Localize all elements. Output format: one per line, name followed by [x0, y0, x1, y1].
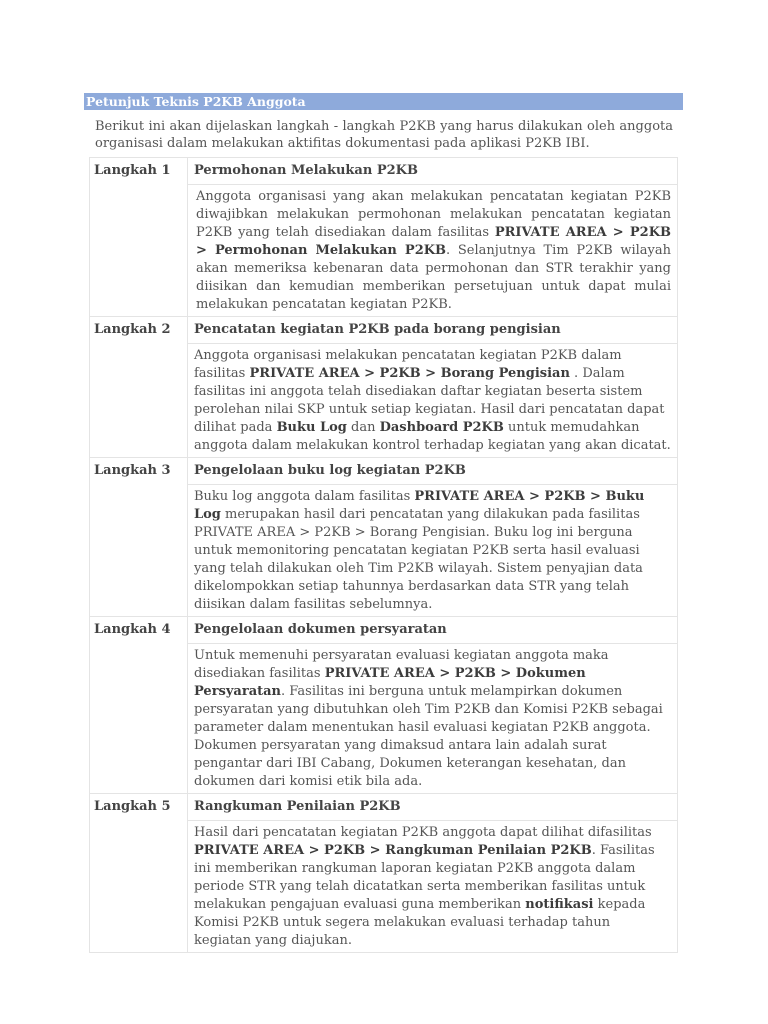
document-title: Petunjuk Teknis P2KB Anggota [84, 93, 683, 110]
step-label: Langkah 2 [90, 317, 188, 458]
step-label: Langkah 5 [90, 794, 188, 953]
step-description: Untuk memenuhi persyaratan evaluasi kegiatan anggota maka disediakan fasilitas PRIVATE AREA > P2KB > Dokumen Persyaratan. Fasilitas ini berguna untuk melampirkan dokumen persyaratan yang dibutuhkan oleh Tim P2KB dan Komisi P2KB sebagai parameter dalam menentukan hasil evaluasi kegiatan P2KB anggota. Dokumen persyaratan yang dimaksud antara lain adalah surat pengantar dari IBI Cabang, Dokumen keterangan kesehatan, dan dokumen dari komisi etik bila ada. [188, 644, 678, 794]
step-description: Anggota organisasi yang akan melakukan pencatatan kegiatan P2KB diwajibkan melakukan permohonan melakukan pencatatan kegiatan P2KB yang telah disediakan dalam fasilitas PRIVATE AREA > P2KB > Permohonan Melakukan P2KB. Selanjutnya Tim P2KB wilayah akan memeriksa kebenaran data permohonan dan STR terakhir yang diisikan dan kemudian memberikan persetujuan untuk dapat mulai melakukan pencatatan kegiatan P2KB. [188, 185, 678, 317]
step-description: Buku log anggota dalam fasilitas PRIVATE AREA > P2KB > Buku Log merupakan hasil dari pencatatan yang dilakukan pada fasilitas PRIVATE AREA > P2KB > Borang Pengisian. Buku log ini berguna untuk memonitoring pencatatan kegiatan P2KB serta hasil evaluasi yang telah dilakukan oleh Tim P2KB wilayah. Sistem penyajian data dikelompokkan setiap tahunnya berdasarkan data STR yang telah diisikan dalam fasilitas sebelumnya. [188, 485, 678, 617]
step-path: PRIVATE AREA > P2KB > Rangkuman Penilaian P2KB [194, 843, 592, 858]
table-row [90, 458, 678, 485]
step-path: PRIVATE AREA > P2KB > Borang Pengisian [249, 366, 570, 381]
step-label: Langkah 4 [90, 617, 188, 794]
table-row [90, 158, 678, 185]
step-label: Langkah 3 [90, 458, 188, 617]
step-title: Pengelolaan dokumen persyaratan [188, 617, 678, 644]
step-description: Anggota organisasi melakukan pencatatan kegiatan P2KB dalam fasilitas PRIVATE AREA > P2KB > Borang Pengisian . Dalam fasilitas ini anggota telah disediakan daftar kegiatan beserta sistem perolehan nilai SKP untuk setiap kegiatan. Hasil dari pencatatan dapat dilihat pada Buku Log dan Dashboard P2KB untuk memudahkan anggota dalam melakukan kontrol terhadap kegiatan yang akan dicatat. [188, 344, 678, 458]
step-title: Permohonan Melakukan P2KB [188, 158, 678, 185]
step-dashboard: Dashboard P2KB [379, 420, 504, 435]
table-row [90, 617, 678, 644]
steps-table [89, 157, 678, 953]
step-title: Pengelolaan buku log kegiatan P2KB [188, 458, 678, 485]
step-path: PRIVATE AREA > P2KB > Dokumen Persyaratan [194, 666, 586, 699]
intro-paragraph: Berikut ini akan dijelaskan langkah - langkah P2KB yang harus dilakukan oleh anggota organisasi dalam melakukan aktifitas dokumentasi pada aplikasi P2KB IBI. [95, 119, 673, 151]
table-row [90, 794, 678, 821]
step-title: Rangkuman Penilaian P2KB [188, 794, 678, 821]
table-row [90, 317, 678, 344]
step-path: PRIVATE AREA > P2KB > Permohonan Melakukan P2KB [196, 225, 671, 258]
step-notifikasi: notifikasi [525, 897, 594, 912]
step-title: Pencatatan kegiatan P2KB pada borang pengisian [188, 317, 678, 344]
step-path: PRIVATE AREA > P2KB > Buku Log [194, 489, 645, 522]
step-label: Langkah 1 [90, 158, 188, 317]
step-buku-log: Buku Log [276, 420, 347, 435]
step-description: Hasil dari pencatatan kegiatan P2KB anggota dapat dilihat difasilitas PRIVATE AREA > P2KB > Rangkuman Penilaian P2KB. Fasilitas ini memberikan rangkuman laporan kegiatan P2KB anggota dalam periode STR yang telah dicatatkan serta memberikan fasilitas untuk melakukan pengajuan evaluasi guna memberikan notifikasi kepada Komisi P2KB untuk segera melakukan evaluasi terhadap tahun kegiatan yang diajukan. [188, 821, 678, 953]
